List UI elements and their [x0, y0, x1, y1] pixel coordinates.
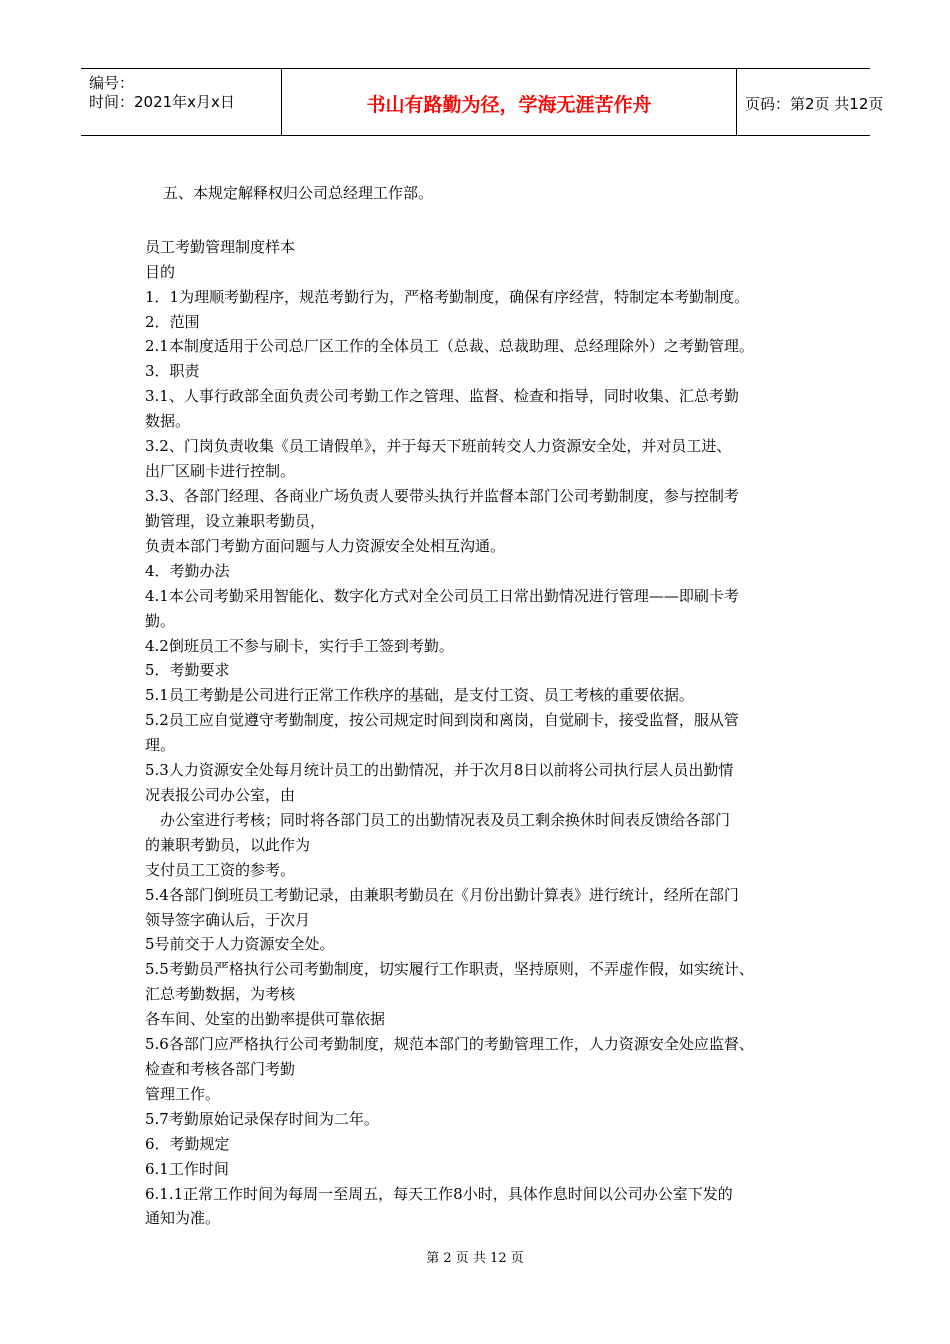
text-line: 的兼职考勤员，以此作为: [145, 836, 311, 854]
document-title: 员工考勤管理制度样本: [145, 238, 296, 256]
text-line: 6.1工作时间: [145, 1160, 229, 1178]
header-table: [81, 68, 884, 136]
header-page-cell: [737, 69, 884, 135]
text-line: 3.1、人事行政部全面负责公司考勤工作之管理、监督、检查和指导，同时收集、汇总考勤: [145, 387, 739, 405]
text-line: 通知为准。: [145, 1209, 221, 1227]
text-line: 办公室进行考核；同时将各部门员工的出勤情况表及员工剩余换休时间表反馈给各部门: [160, 811, 731, 829]
text-line: 3.3、各部门经理、各商业广场负责人要带头执行并监督本部门公司考勤制度，参与控制考: [145, 487, 739, 505]
text-line: 4．考勤办法: [145, 562, 230, 580]
text-line: 5.5考勤员严格执行公司考勤制度，切实履行工作职责，坚持原则，不弄虚作假，如实统计、: [145, 960, 754, 978]
text-line: 5.6各部门应严格执行公司考勤制度，规范本部门的考勤管理工作，人力资源安全处应监督、: [145, 1035, 754, 1053]
text-line: 支付员工工资的参考。: [145, 861, 296, 879]
header-meta-cell: [81, 69, 282, 135]
text-line: 5.3人力资源安全处每月统计员工的出勤情况，并于次月8日以前将公司执行层人员出勤情: [145, 761, 734, 779]
text-line: 目的: [145, 263, 176, 281]
text-line: 勤管理，设立兼职考勤员，: [145, 512, 326, 530]
text-line: 勤。: [145, 612, 176, 630]
text-line: 6.1.1正常工作时间为每周一至周五，每天工作8小时，具体作息时间以公司办公室下发的: [145, 1185, 733, 1203]
text-line: 2.1本制度适用于公司总厂区工作的全体员工（总裁、总裁助理、总经理除外）之考勤管理。: [145, 337, 754, 355]
text-line: 3．职责: [145, 362, 200, 380]
text-line: 汇总考勤数据，为考核: [145, 985, 296, 1003]
motto: 书山有路勤为径，学海无涯苦作舟: [366, 94, 652, 116]
text-line: 1．1为理顺考勤程序，规范考勤行为，严格考勤制度，确保有序经营，特制定本考勤制度。: [145, 288, 750, 306]
text-line: 检查和考核各部门考勤: [145, 1060, 296, 1078]
text-line: 管理工作。: [145, 1085, 221, 1103]
text-line: 5号前交于人力资源安全处。: [145, 935, 335, 953]
text-line: 5.2员工应自觉遵守考勤制度，按公司规定时间到岗和离岗，自觉刷卡，接受监督，服从管: [145, 711, 739, 729]
text-line: 4.2倒班员工不参与刷卡，实行手工签到考勤。: [145, 637, 454, 655]
text-line: 数据。: [145, 412, 191, 430]
text-line: 3.2、门岗负责收集《员工请假单》，并于每天下班前转交人力资源安全处，并对员工进、: [145, 437, 732, 455]
document-number-label: 编号：: [89, 74, 135, 92]
page-info: 页码：第2页 共12页: [745, 95, 884, 113]
text-line: 5.1员工考勤是公司进行正常工作秩序的基础，是支付工资、员工考核的重要依据。: [145, 686, 694, 704]
text-line: 况表报公司办公室，由: [145, 786, 296, 804]
text-line: 领导签字确认后，于次月: [145, 911, 311, 929]
page-footer: 第 2 页 共 12 页: [426, 1251, 524, 1266]
text-line: 4.1本公司考勤采用智能化、数字化方式对全公司员工日常出勤情况进行管理——即刷卡考: [145, 587, 739, 605]
text-line: 五、本规定解释权归公司总经理工作部。: [163, 184, 434, 202]
text-line: 出厂区刷卡进行控制。: [145, 462, 296, 480]
text-line: 5.4各部门倒班员工考勤记录，由兼职考勤员在《月份出勤计算表》进行统计，经所在部门: [145, 886, 739, 904]
text-line: 2．范围: [145, 313, 200, 331]
text-line: 负责本部门考勤方面问题与人力资源安全处相互沟通。: [145, 537, 506, 555]
text-line: 理。: [145, 736, 176, 754]
header-motto-cell: [282, 69, 737, 135]
text-line: 6．考勤规定: [145, 1135, 230, 1153]
text-line: 5．考勤要求: [145, 661, 230, 679]
text-line: 5.7考勤原始记录保存时间为二年。: [145, 1110, 379, 1128]
document-date: 时间：2021年x月x日: [89, 93, 235, 111]
text-line: 各车间、处室的出勤率提供可靠依据: [145, 1010, 386, 1028]
